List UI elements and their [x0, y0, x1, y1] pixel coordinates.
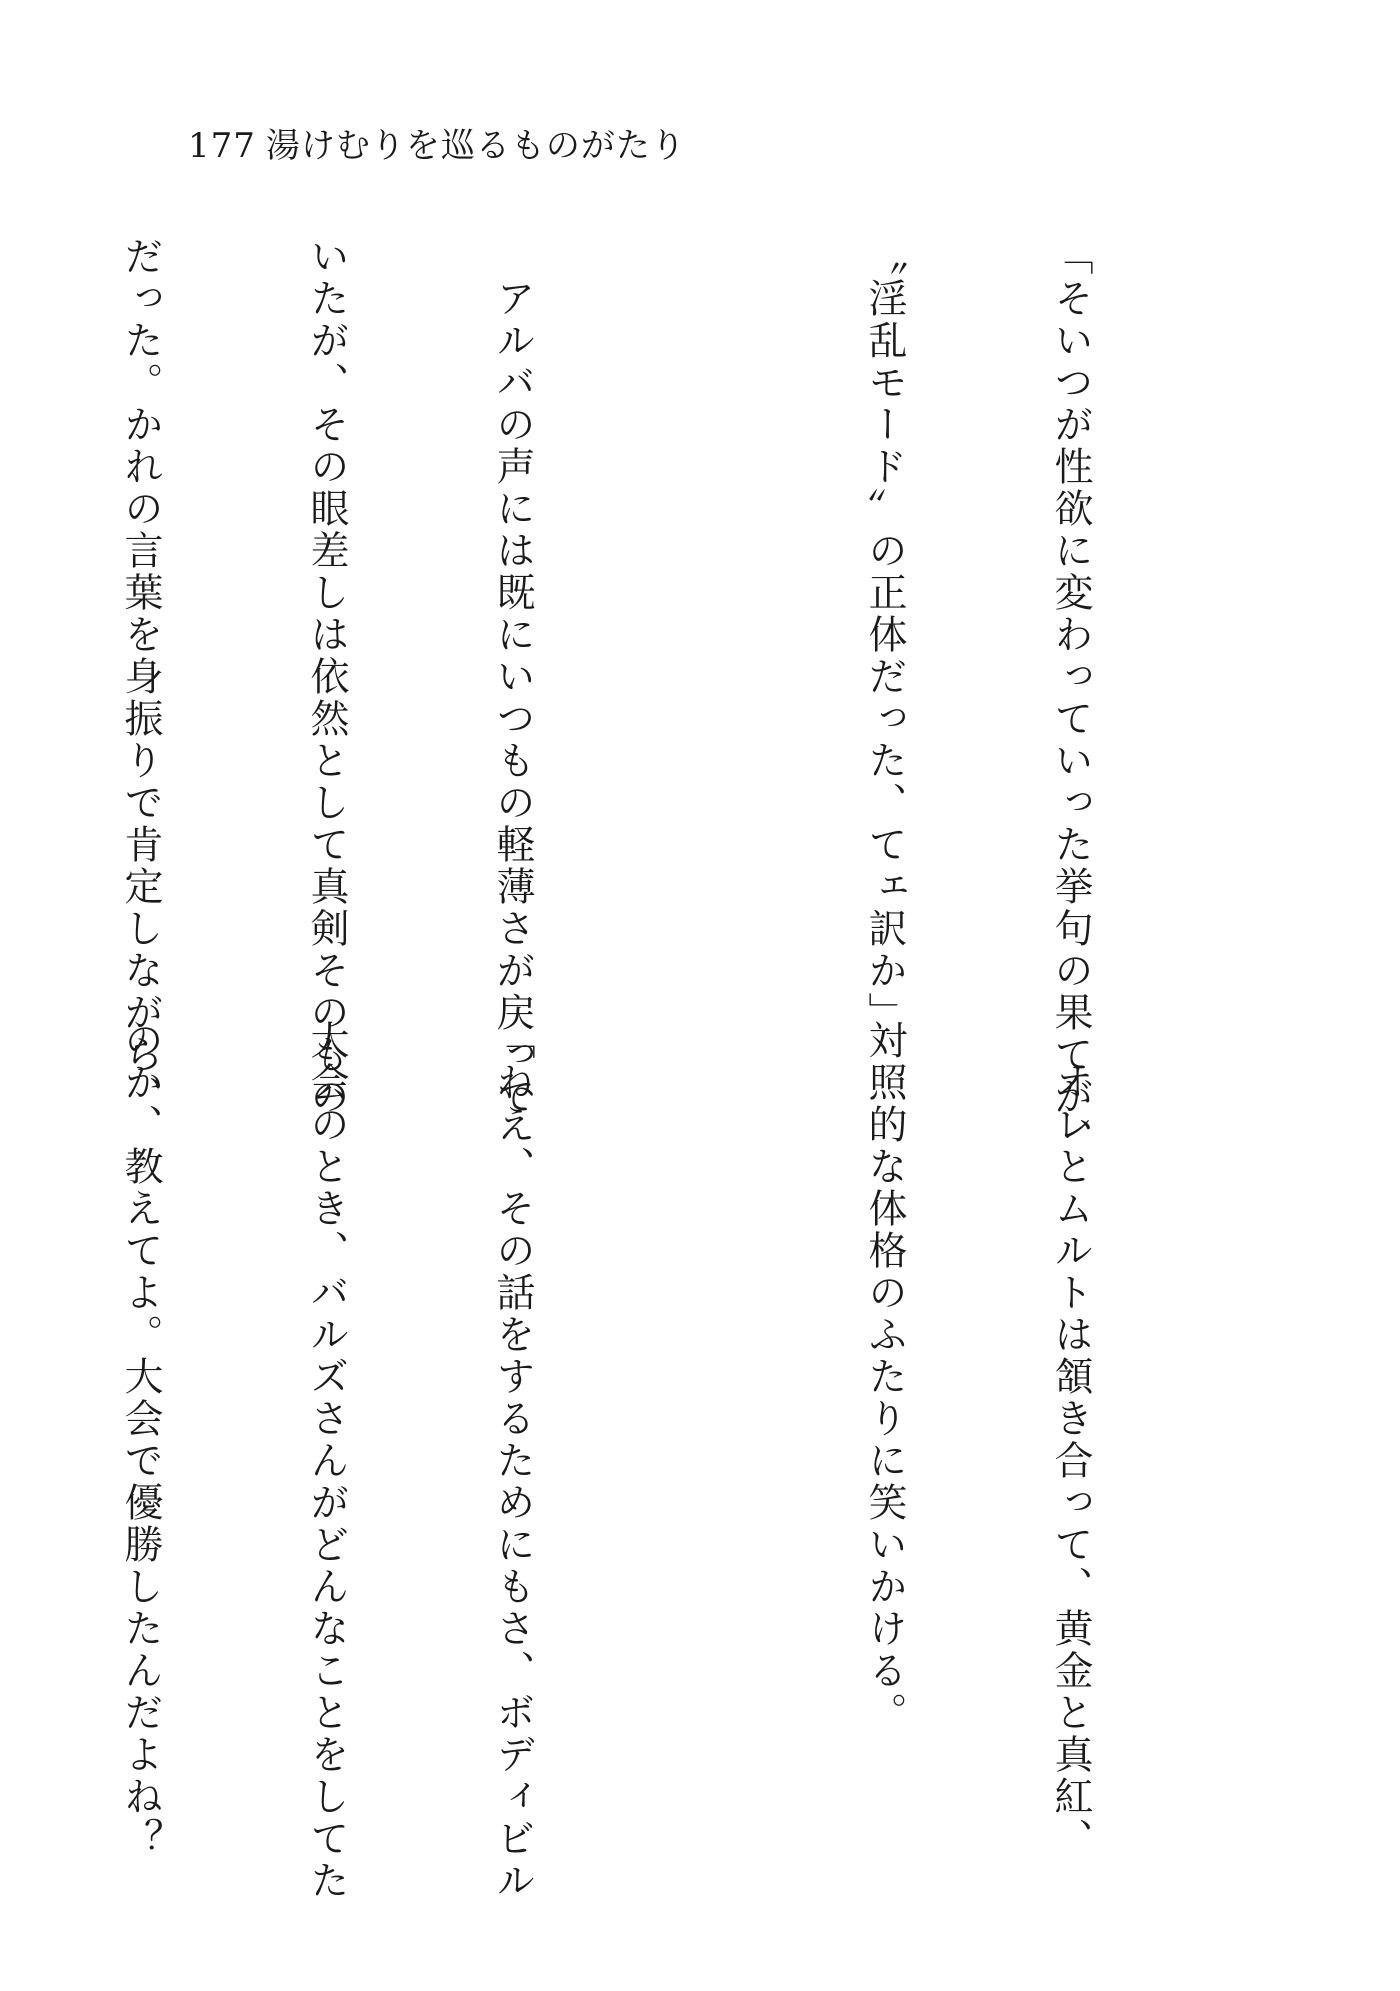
text-line	[667, 236, 729, 976]
text-line: 対照的な体格のふたりに笑いかける。	[862, 1020, 907, 1734]
text-line: だった。かれの言葉を身振りで肯定しながら、	[118, 236, 163, 1118]
text-line: 「ねえ、その話をするためにもさ、ボディビル	[490, 1020, 535, 1902]
text-line: 「そいつが性欲に変わっていった挙句の果てが、	[1048, 236, 1093, 1160]
text-line: オレとムルトは頷き合って、黄金と真紅、	[1048, 1020, 1093, 1860]
text-line: のか、教えてよ。大会で優勝したんだよね？	[118, 1020, 163, 1860]
text-line: アルバの声には既にいつもの軽薄さが戻って	[490, 236, 535, 1118]
text-line: いたが、その眼差しは依然として真剣そのもの	[304, 236, 349, 1118]
text-line	[667, 1020, 729, 1760]
page-number: 177	[188, 126, 256, 166]
page-header	[188, 126, 686, 166]
chapter-title: 湯けむりを巡るものがたり	[265, 126, 686, 166]
text-block-lower	[118, 1020, 1225, 1902]
text-line: 大会のとき、バルズさんがどんなことをしてた	[304, 1020, 349, 1902]
text-block-upper	[118, 236, 1225, 1160]
text-line: 〝淫乱モード〟の正体だった、てェ訳か」	[862, 236, 907, 1034]
